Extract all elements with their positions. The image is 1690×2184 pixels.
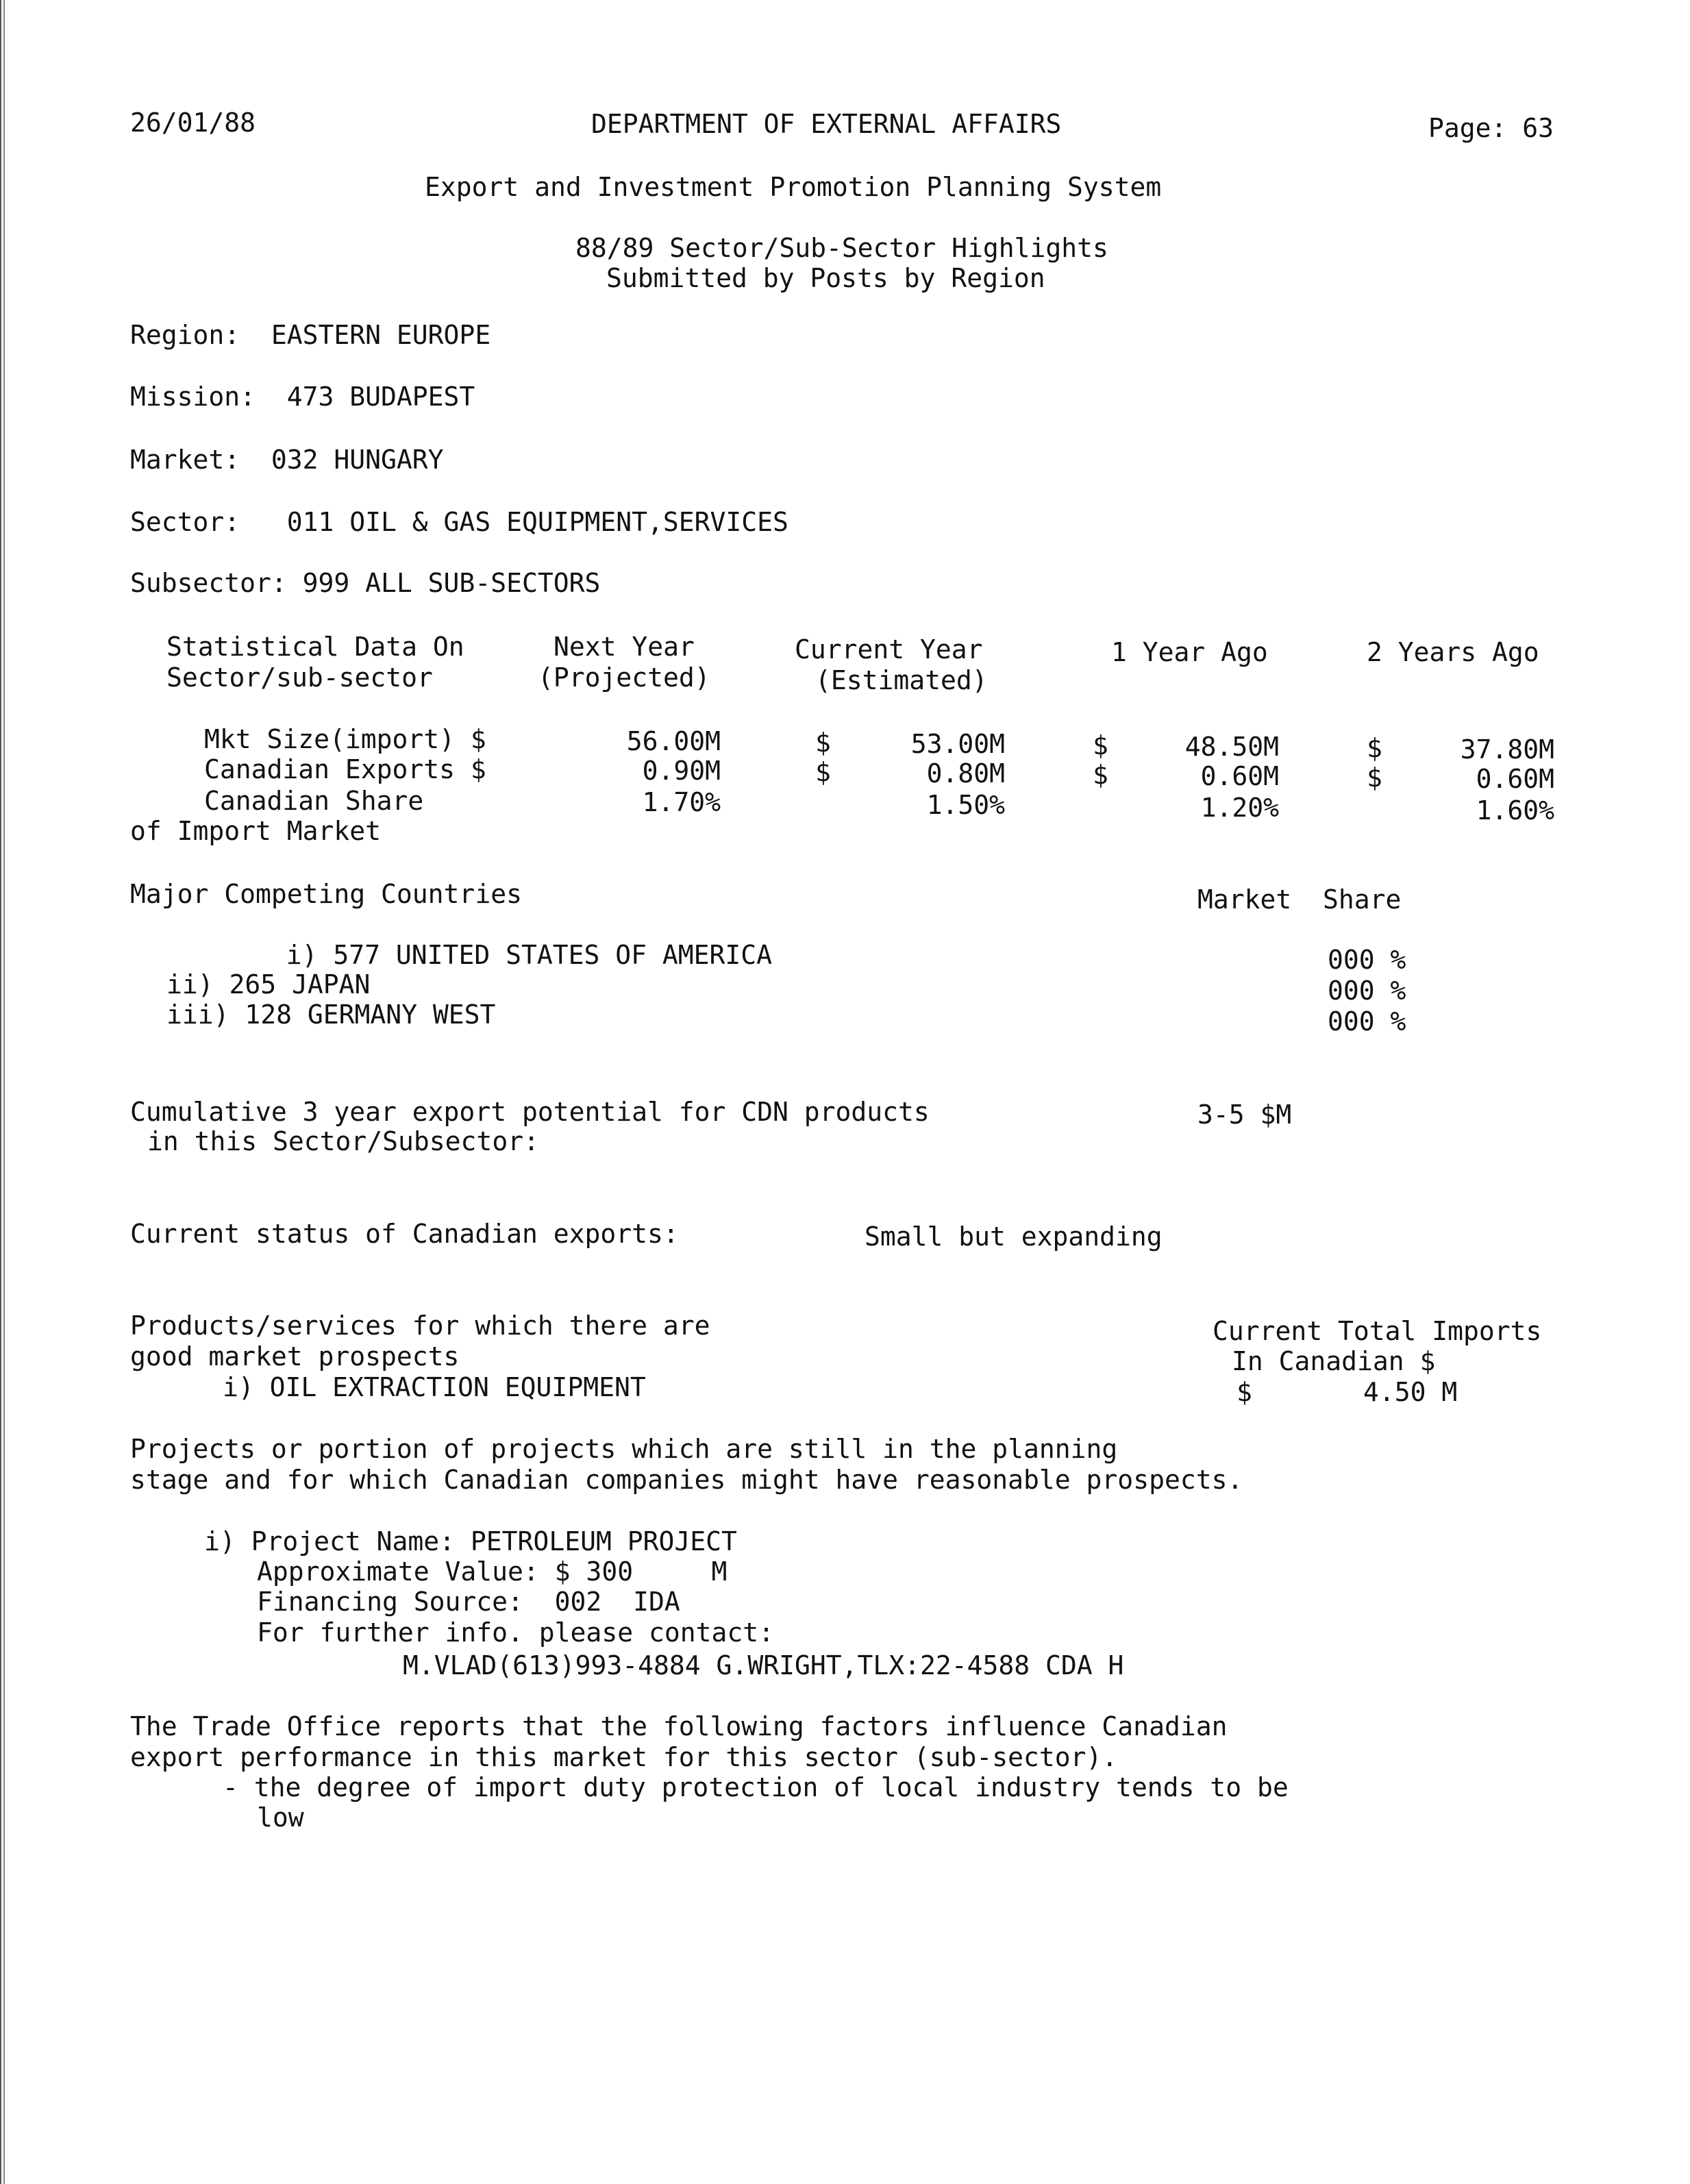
project-name: i) Project Name: PETROLEUM PROJECT [204, 1526, 737, 1556]
project-contact-label: For further info. please contact: [257, 1617, 774, 1648]
status-label: Current status of Canadian exports: [130, 1219, 679, 1249]
value-cell: 37.80M [1460, 734, 1554, 765]
row-label-mkt-size: Mkt Size(import) $ [204, 724, 486, 754]
project-financing: Financing Source: 002 IDA [257, 1587, 680, 1617]
mission-field: Mission: 473 BUDAPEST [130, 382, 475, 412]
competitor-item: iii) 128 GERMANY WEST [166, 1000, 496, 1030]
value-cell: 48.50M [1184, 732, 1279, 762]
imports-heading: Current Total Imports [1213, 1316, 1542, 1346]
products-line1: Products/services for which there are [130, 1311, 710, 1341]
col-next-year: Next Year [554, 632, 695, 662]
potential-line1: Cumulative 3 year export potential for CDN products [130, 1097, 930, 1127]
system-title: Export and Investment Promotion Planning System [425, 172, 1162, 202]
dollar-sign: $ [815, 757, 831, 787]
dollar-sign: $ [815, 728, 831, 758]
projects-intro1: Projects or portion of projects which are still in the planning [130, 1434, 1118, 1464]
factors-line2: export performance in this market for this sector (sub-sector). [130, 1742, 1118, 1772]
report-title: 88/89 Sector/Sub-Sector Highlights [575, 233, 1108, 263]
value-cell: 0.60M [1200, 761, 1279, 791]
potential-line2: in this Sector/Subsector: [147, 1126, 539, 1156]
market-share-heading: Market Share [1197, 884, 1402, 915]
value-cell: 1.50% [926, 790, 1005, 820]
imports-value: 4.50 M [1363, 1377, 1458, 1407]
subsector-field: Subsector: 999 ALL SUB-SECTORS [130, 568, 601, 598]
sector-field: Sector: 011 OIL & GAS EQUIPMENT,SERVICES [130, 507, 788, 537]
department-title: DEPARTMENT OF EXTERNAL AFFAIRS [591, 109, 1062, 139]
stats-label-line1: Statistical Data On [166, 632, 464, 662]
report-subtitle: Submitted by Posts by Region [606, 263, 1045, 293]
factors-line1: The Trade Office reports that the following factors influence Canadian [130, 1711, 1228, 1741]
imports-currency: $ [1237, 1377, 1252, 1407]
row-label-canadian-share: Canadian Share [204, 786, 424, 816]
competitor-item: i) 577 UNITED STATES OF AMERICA [286, 940, 772, 970]
competitor-share: 000 % [1328, 945, 1406, 975]
factor-bullet-cont: low [257, 1802, 304, 1833]
value-cell: 56.00M [626, 726, 721, 756]
competitor-share: 000 % [1328, 1006, 1406, 1037]
potential-value: 3-5 $M [1197, 1100, 1292, 1130]
col-2-years-ago: 2 Years Ago [1367, 637, 1539, 667]
value-cell: 0.60M [1476, 764, 1554, 794]
value-cell: 1.60% [1476, 795, 1554, 826]
value-cell: 1.20% [1200, 793, 1279, 823]
project-value: Approximate Value: $ 300 M [257, 1556, 728, 1587]
col-next-year-sub: (Projected) [538, 662, 710, 693]
factor-bullet: - the degree of import duty protection of local industry tends to be [223, 1772, 1289, 1802]
report-date: 26/01/88 [130, 108, 256, 138]
dollar-sign: $ [1367, 733, 1382, 763]
stats-label-line2: Sector/sub-sector [166, 662, 433, 693]
competitor-share: 000 % [1328, 976, 1406, 1006]
region-field: Region: EASTERN EUROPE [130, 320, 491, 350]
page-edge [0, 0, 5, 2184]
competitor-item: ii) 265 JAPAN [166, 969, 371, 1000]
dollar-sign: $ [1093, 730, 1108, 760]
market-field: Market: 032 HUNGARY [130, 445, 444, 475]
imports-subheading: In Canadian $ [1232, 1346, 1436, 1376]
projects-intro2: stage and for which Canadian companies might have reasonable prospects. [130, 1465, 1243, 1495]
col-current-year: Current Year [795, 634, 983, 665]
col-1-year-ago: 1 Year Ago [1111, 637, 1268, 667]
dollar-sign: $ [1367, 762, 1382, 793]
row-label-import-market: of Import Market [130, 816, 382, 846]
value-cell: 1.70% [642, 787, 721, 817]
products-line2: good market prospects [130, 1341, 460, 1372]
page-number: Page: 63 [1428, 113, 1554, 143]
project-contact: M.VLAD(613)993-4884 G.WRIGHT,TLX:22-4588 CDA H [403, 1650, 1124, 1680]
value-cell: 0.80M [926, 758, 1005, 789]
row-label-canadian-exports: Canadian Exports $ [204, 754, 486, 784]
product-item: i) OIL EXTRACTION EQUIPMENT [223, 1372, 646, 1402]
value-cell: 53.00M [910, 729, 1005, 759]
col-current-year-sub: (Estimated) [815, 665, 988, 695]
value-cell: 0.90M [642, 756, 721, 786]
dollar-sign: $ [1093, 760, 1108, 790]
status-value: Small but expanding [865, 1221, 1163, 1252]
competitors-heading: Major Competing Countries [130, 879, 522, 909]
